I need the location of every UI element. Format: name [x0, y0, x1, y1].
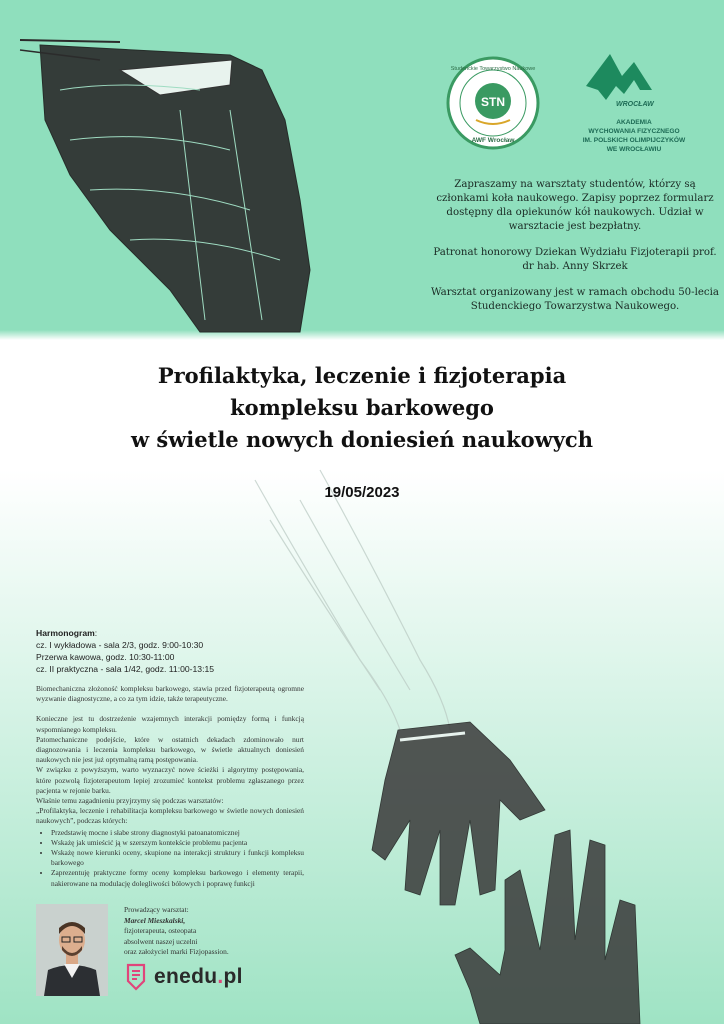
- awf-line: WYCHOWANIA FIZYCZNEGO: [588, 128, 680, 135]
- description-paragraph: Konieczne jest tu dostrzeżenie wzajemnych interakcji pomiędzy formą i funkcją wspomnianego kompleksu.: [36, 714, 304, 734]
- list-item: • Zaprezentuję praktyczne formy oceny kompleksu barkowego i elementy terapii, nakierowane na modulację dolegliwości bólowych i poprawę funkcji: [51, 868, 304, 888]
- awf-line: AKADEMIA: [616, 119, 652, 126]
- list-item: • Przedstawię mocne i słabe strony diagnostyki patoanatomicznej: [51, 828, 304, 838]
- workshop-description: [36, 684, 304, 889]
- schedule: Harmonogram: cz. I wykładowa - sala 2/3, godz. 9:00-10:30 Przerwa kawowa, godz. 10:30-11:00 cz. II praktyczna - sala 1/42, godz. 11:00-13:15: [36, 627, 336, 675]
- description-paragraph: Biomechaniczna złożoność kompleksu barkowego, stawia przed fizjoterapeutą ogromne wyzwanie diagnostyczne, a co za tym idzie, także terapeutyczne.: [36, 684, 304, 704]
- stn-bottom-text: AWF Wrocław: [471, 137, 515, 144]
- list-item: • Wskażę jak umieścić ją w szerszym kontekście problemu pacjenta: [51, 838, 304, 848]
- patronage-text: Patronat honorowy Dziekan Wydziału Fizjoterapii prof. dr hab. Anny Skrzek: [433, 247, 717, 272]
- enedu-dot: .: [217, 965, 224, 988]
- description-paragraph: Patomechaniczne podejście, które w ostatnich dekadach zdominowało nurt diagnozowania i leczenia kompleksu barkowego, w świetle aktualnych doniesień naukowych nie jest już optymalną ramą postępowania.: [36, 734, 304, 765]
- invitation-block: [430, 178, 720, 326]
- title-line: Profilaktyka, leczenie i fizjoterapia: [157, 363, 567, 388]
- workshop-date: 19/05/2023: [324, 484, 400, 501]
- workshop-title: [60, 360, 664, 456]
- presenter-info: [124, 905, 294, 958]
- stn-logo: [446, 56, 540, 150]
- awf-logo: [560, 50, 708, 116]
- awf-mark-text: WROCŁAW: [616, 101, 654, 108]
- title-line: kompleksu barkowego: [230, 395, 494, 420]
- anniversary-text: Warsztat organizowany jest w ramach obchodu 50-lecia Studenckiego Towarzystwa Naukowego.: [431, 287, 719, 312]
- schedule-item: Przerwa kawowa, godz. 10:30-11:00: [36, 652, 175, 662]
- list-item: • Wskażę nowe kierunki oceny, skupione na interakcji struktury i funkcji kompleksu barkowego: [51, 848, 304, 868]
- presenter-alumni: absolwent naszej uczelni: [124, 936, 198, 946]
- awf-line: IM. POLSKICH OLIMPIJCZYKÓW: [582, 137, 686, 144]
- enedu-tld: pl: [223, 965, 243, 988]
- enedu-name: enedu: [154, 965, 218, 988]
- presenter-founder: oraz założyciel marki Fizjopassion.: [124, 947, 229, 956]
- title-line: w świetle nowych doniesień naukowych: [131, 427, 593, 452]
- schedule-item: cz. I wykładowa - sala 2/3, godz. 9:00-10:30: [36, 640, 204, 650]
- awf-name: [560, 118, 708, 154]
- schedule-item: cz. II praktyczna - sala 1/42, godz. 11:00-13:15: [36, 664, 215, 674]
- stn-monogram: STN: [481, 95, 505, 109]
- presenter-photo: [36, 904, 108, 996]
- goals-list: [36, 828, 304, 889]
- presenter-name: Marcel Mieszkalski,: [124, 915, 186, 925]
- enedu-logo: [124, 962, 243, 992]
- description-paragraph: „Profilaktyka, leczenie i rehabilitacja kompleksu barkowego w świetle nowych doniesień naukowych”, podczas których:: [36, 806, 304, 826]
- description-paragraph: Właśnie temu zagadnieniu przyjrzymy się podczas warsztatów:: [36, 796, 224, 806]
- description-paragraph: W związku z powyższym, warto wyznaczyć nowe ścieżki i algorytmy postępowania, które pozwolą fizjoterapeutom lepiej zrozumieć kontekst problemu zgłaszanego przez pacjenta w rejonie barku.: [36, 765, 304, 795]
- enedu-icon: [124, 963, 148, 991]
- awf-line: WE WROCŁAWIU: [606, 146, 662, 153]
- presenter-intro: Prowadzący warsztat:: [124, 905, 189, 914]
- presenter-role: fizjoterapeuta, osteopata: [124, 926, 197, 935]
- invitation-text: Zapraszamy na warsztaty studentów, którzy są członkami koła naukowego. Zapisy poprzez formularz dostępny dla opiekunów kół naukowych. Udział w warsztacie jest bezpłatny.: [436, 179, 714, 232]
- stn-top-text: Studenckie Towarzystwo Naukowe: [450, 66, 536, 72]
- schedule-heading: Harmonogram: [36, 628, 95, 638]
- shoulder-muscles-drawing: [20, 40, 310, 332]
